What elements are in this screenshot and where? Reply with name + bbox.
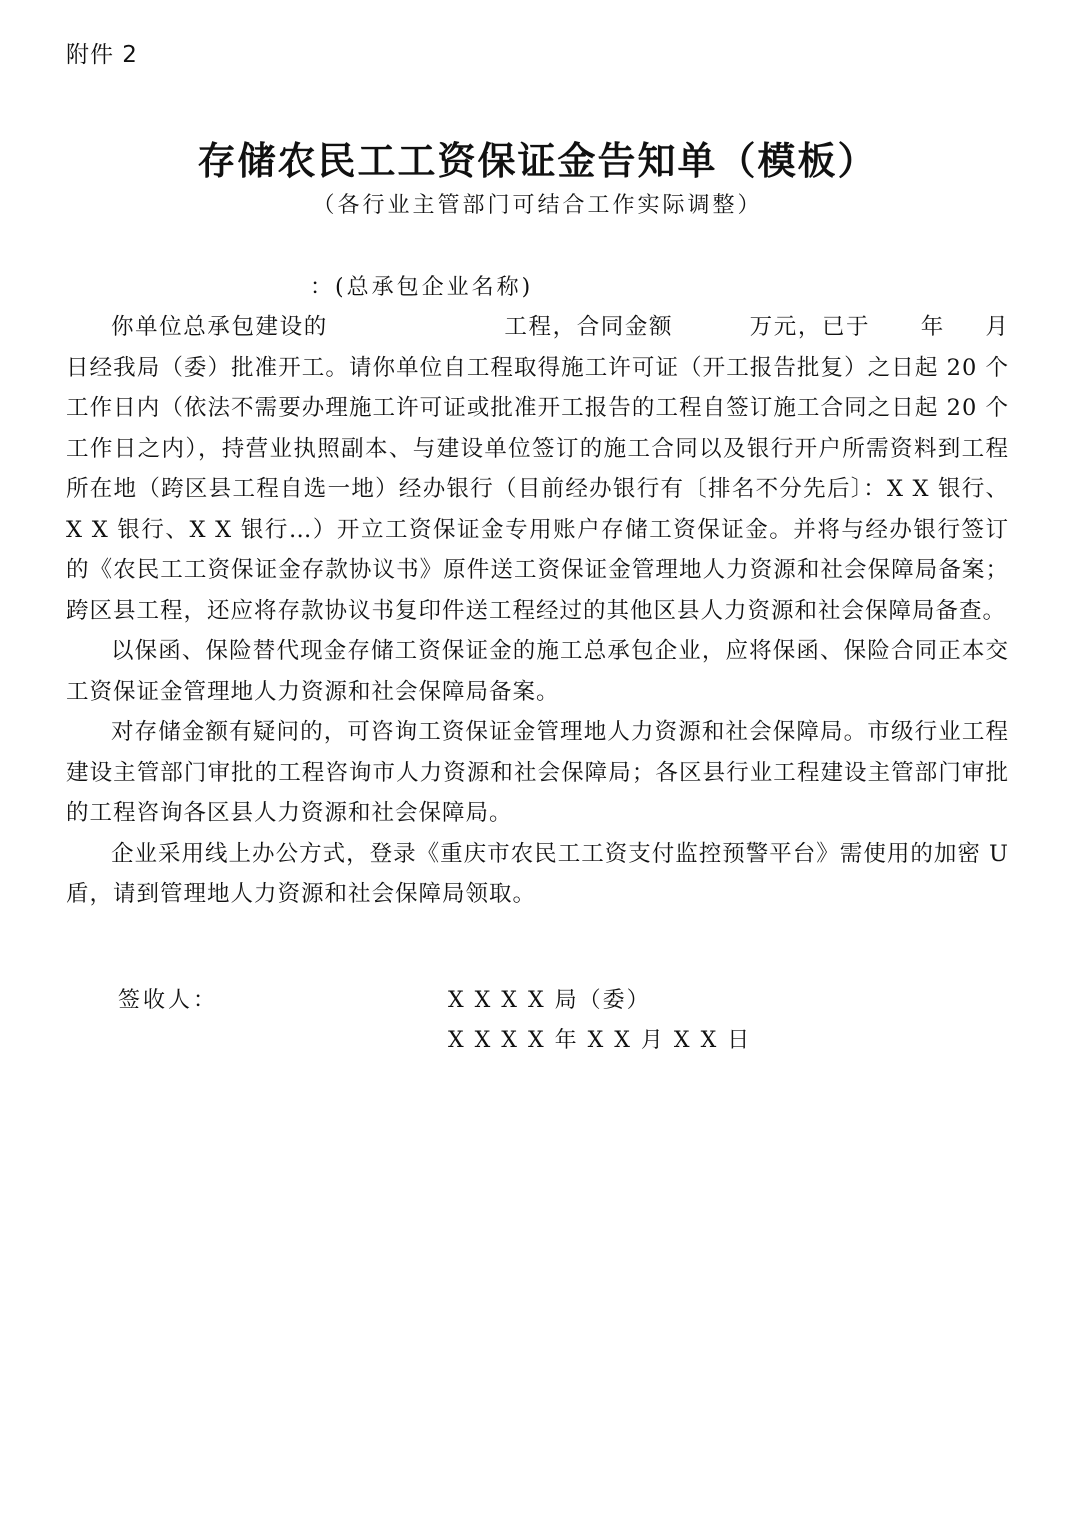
paragraph-guarantee: 以保函、保险替代现金存储工资保证金的施工总承包企业，应将保函、保险合同正本交工资保证金管理地人力资源和社会保障局备案。 — [66, 638, 1009, 705]
document-body — [66, 307, 1009, 915]
paragraph-1-part-1: 你单位总承包建设的 — [111, 314, 328, 340]
signer-label: 签收人： — [118, 988, 219, 1013]
issue-date: X X X X 年 X X 月 X X 日 — [448, 1028, 752, 1053]
issuing-authority: X X X X 局（委） — [448, 988, 651, 1013]
paragraph-online-office: 企业采用线上办公方式，登录《重庆市农民工工资支付监控预警平台》需使用的加密 U 盾，请到管理地人力资源和社会保障局领取。 — [66, 840, 1009, 907]
document-subtitle: （各行业主管部门可结合工作实际调整） — [312, 193, 763, 218]
paragraph-1-part-2: 工程，合同金额 — [503, 314, 674, 340]
paragraph-1-part-3: 万元，已于 — [749, 314, 871, 340]
paragraph-inquiry: 对存储金额有疑问的，可咨询工资保证金管理地人力资源和社会保障局。市级行业工程建设主管部门审批的工程咨询市人力资源和社会保障局；各区县行业工程建设主管部门审批的工程咨询各区县人力资源和社会保障局。 — [66, 719, 1009, 826]
paragraph-notice — [66, 307, 1009, 631]
attachment-label: 附件 2 — [66, 42, 138, 68]
addressee-line: ：(总承包企业名称) — [310, 275, 534, 300]
paragraph-1-part-4: 年 — [920, 314, 945, 340]
document-title: 存储农民工工资保证金告知单（模板） — [197, 138, 878, 183]
paragraph-1-part-5: 月日经我局（委）批准开工。请你单位自工程取得施工许可证（开工报告批复）之日起 20 个工作日内（依法不需要办理施工许可证或批准开工报告的工程自签订施工合同之日起 20 个工作日之内），持营业执照副本、与建设单位签订的施工合同以及银行开户所需资料到工程所在地（跨区县工程自选一地）经办银行（目前经办银行有〔排名不分先后〕：X X 银行、X X 银行、X X 银行…）开立工资保证金专用账户存储工资保证金。并将与经办银行签订的《农民工工资保证金存款协议书》原件送工资保证金管理地人力资源和社会保障局备案；跨区县工程，还应将存款协议书复印件送工程经过的其他区县人力资源和社会保障局备查。 — [66, 314, 1009, 624]
